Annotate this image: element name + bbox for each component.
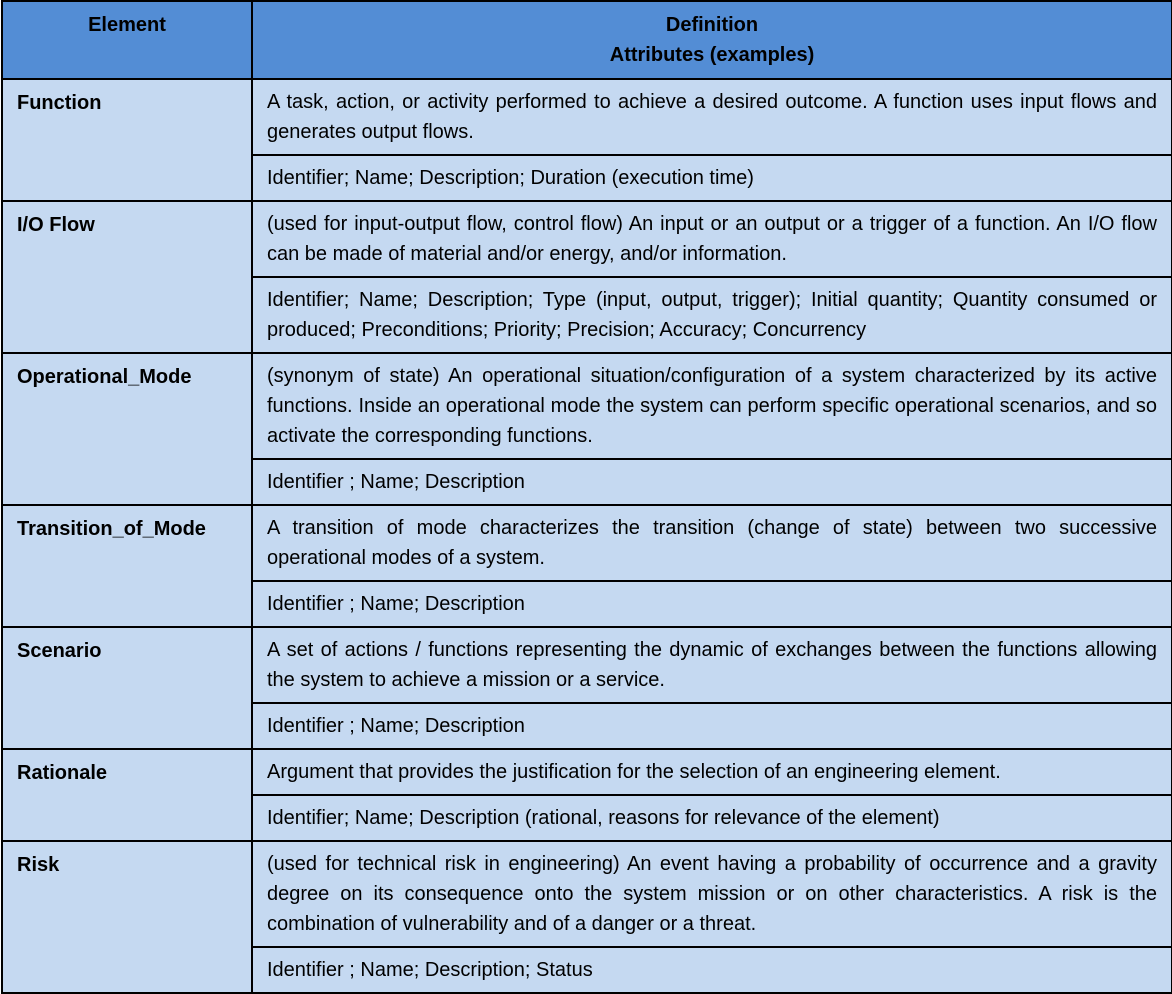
table-row-definition [2,505,1172,581]
element-attributes: Identifier ; Name; Description [252,703,1172,749]
header-row [2,1,1172,79]
header-element: Element [2,1,252,79]
header-definition [252,1,1172,79]
element-attributes: Identifier ; Name; Description [252,581,1172,627]
table-row-definition [2,201,1172,277]
elements-table [1,0,1172,994]
header-attributes-label: Attributes (examples) [609,44,815,66]
element-attributes: Identifier ; Name; Description; Status [252,947,1172,993]
table-row-definition [2,79,1172,155]
element-definition: (synonym of state) An operational situation/configuration of a system characterized by its active functions. Inside an operational mode the system can perform specific operational scenarios, and so activate the corresponding functions. [252,353,1172,459]
element-definition: A transition of mode characterizes the transition (change of state) between two successive operational modes of a system. [252,505,1172,581]
table-row-definition [2,353,1172,459]
element-definition: A task, action, or activity performed to achieve a desired outcome. A function uses input flows and generates output flows. [252,79,1172,155]
element-name: Operational_Mode [2,353,252,505]
element-attributes: Identifier; Name; Description; Type (input, output, trigger); Initial quantity; Quantity consumed or produced; Preconditions; Priority; Precision; Accuracy; Concurrency [252,277,1172,353]
element-definition: (used for technical risk in engineering) An event having a probability of occurrence and a gravity degree on its consequence onto the system mission or on other characteristics. A risk is the combination of vulnerability and of a danger or a threat. [252,841,1172,947]
element-attributes: Identifier; Name; Description; Duration (execution time) [252,155,1172,201]
element-definition: (used for input-output flow, control flow) An input or an output or a trigger of a function. An I/O flow can be made of material and/or energy, and/or information. [252,201,1172,277]
element-definition: Argument that provides the justification for the selection of an engineering element. [252,749,1172,795]
element-definition: A set of actions / functions representing the dynamic of exchanges between the functions allowing the system to achieve a mission or a service. [252,627,1172,703]
element-name: Risk [2,841,252,993]
element-name: Rationale [2,749,252,841]
element-attributes: Identifier; Name; Description (rational, reasons for relevance of the element) [252,795,1172,841]
table-row-definition [2,627,1172,703]
element-name: Scenario [2,627,252,749]
element-attributes: Identifier ; Name; Description [252,459,1172,505]
header-definition-label: Definition [665,14,759,36]
element-name: I/O Flow [2,201,252,353]
element-name: Function [2,79,252,201]
element-name: Transition_of_Mode [2,505,252,627]
table-row-definition [2,749,1172,795]
table-row-definition [2,841,1172,947]
